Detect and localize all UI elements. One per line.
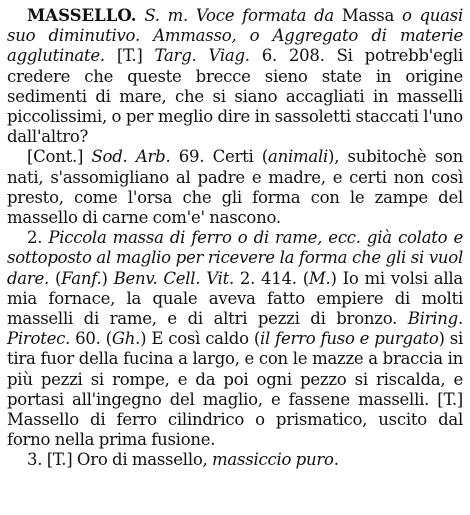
quotation-text: il ferro fuso e purgato: [260, 329, 439, 349]
entry-paragraph-1: [7, 6, 463, 147]
citation-text: ): [101, 268, 114, 288]
tag: [Cont.]: [27, 147, 92, 167]
definition-text: Massa: [333, 6, 402, 25]
tag: [T.]: [104, 46, 155, 66]
citation-source: Fanf.: [61, 268, 102, 288]
citation-text: (: [49, 268, 62, 288]
dictionary-page: [7, 6, 463, 471]
quotation-text: ) si tira fuor della fucina a largo, e con le mazze a braccia in più pezzi si rompe, e da poi ogni pezzo si riscalda, e portasi all'ingegno del maglio, e fassene masselli. [T.] Massello di ferro cilindrico o prismatico, uscito dal forno nella prima fusione.: [7, 329, 464, 450]
quotation-text: 6. 208. Si potrebb'egli credere che queste brecce sieno state in origine sedimenti di mare, che si siano accagliati in masselli piccolissimi, o per meglio dire in sassoletti staccati l'uno dall'altro?: [7, 46, 463, 147]
sense-text: .: [333, 450, 339, 470]
definition-text: Voce formata da: [195, 6, 334, 25]
quotation-text: animali: [268, 147, 329, 167]
sense-text: 3. [T.] Oro di massello,: [27, 450, 213, 470]
quotation-text: 2. 414. (: [234, 268, 309, 288]
quotation-text: ) E così caldo (: [140, 329, 261, 349]
quotation-text: 69. Certi (: [170, 147, 268, 167]
citation-source: Targ. Viag.: [154, 46, 250, 66]
citation-source: Biring. Pirotec.: [7, 309, 463, 349]
definition-text: massiccio puro: [212, 450, 334, 470]
citation-source: Benv. Cell. Vit.: [113, 268, 234, 288]
entry-paragraph-2: [7, 147, 463, 228]
citation-source: Sod. Arb.: [91, 147, 171, 167]
quotation-text: ), subitochè son nati, s'assomigliano al padre e madre, e certi non così presto, come l'orsa che gli forma con le zampe del massello di carne com'e' nascono.: [7, 147, 463, 228]
headword: MASSELLO.: [27, 6, 137, 25]
definition-text: o quasi suo diminutivo. Ammasso, o Aggregato di materie agglutinate.: [7, 6, 464, 66]
grammar-label: S. m.: [144, 6, 189, 25]
definition-text: Piccola massa di ferro o di rame, ecc. già colato e sottoposto al maglio per ricevere la forma che gli si vuol dare.: [7, 228, 463, 288]
sense-number: 2.: [27, 228, 49, 248]
citation-source: M.: [308, 268, 331, 288]
citation-source: Gh.: [111, 329, 141, 349]
entry-paragraph-4: [7, 450, 463, 470]
quotation-text: ) Io mi volsi alla mia fornace, la quale aveva fatto empiere di molti masselli di rame, e di altri pezzi di bronzo.: [7, 268, 464, 329]
entry-paragraph-3: [7, 228, 463, 450]
quotation-text: 60. (: [70, 329, 112, 349]
